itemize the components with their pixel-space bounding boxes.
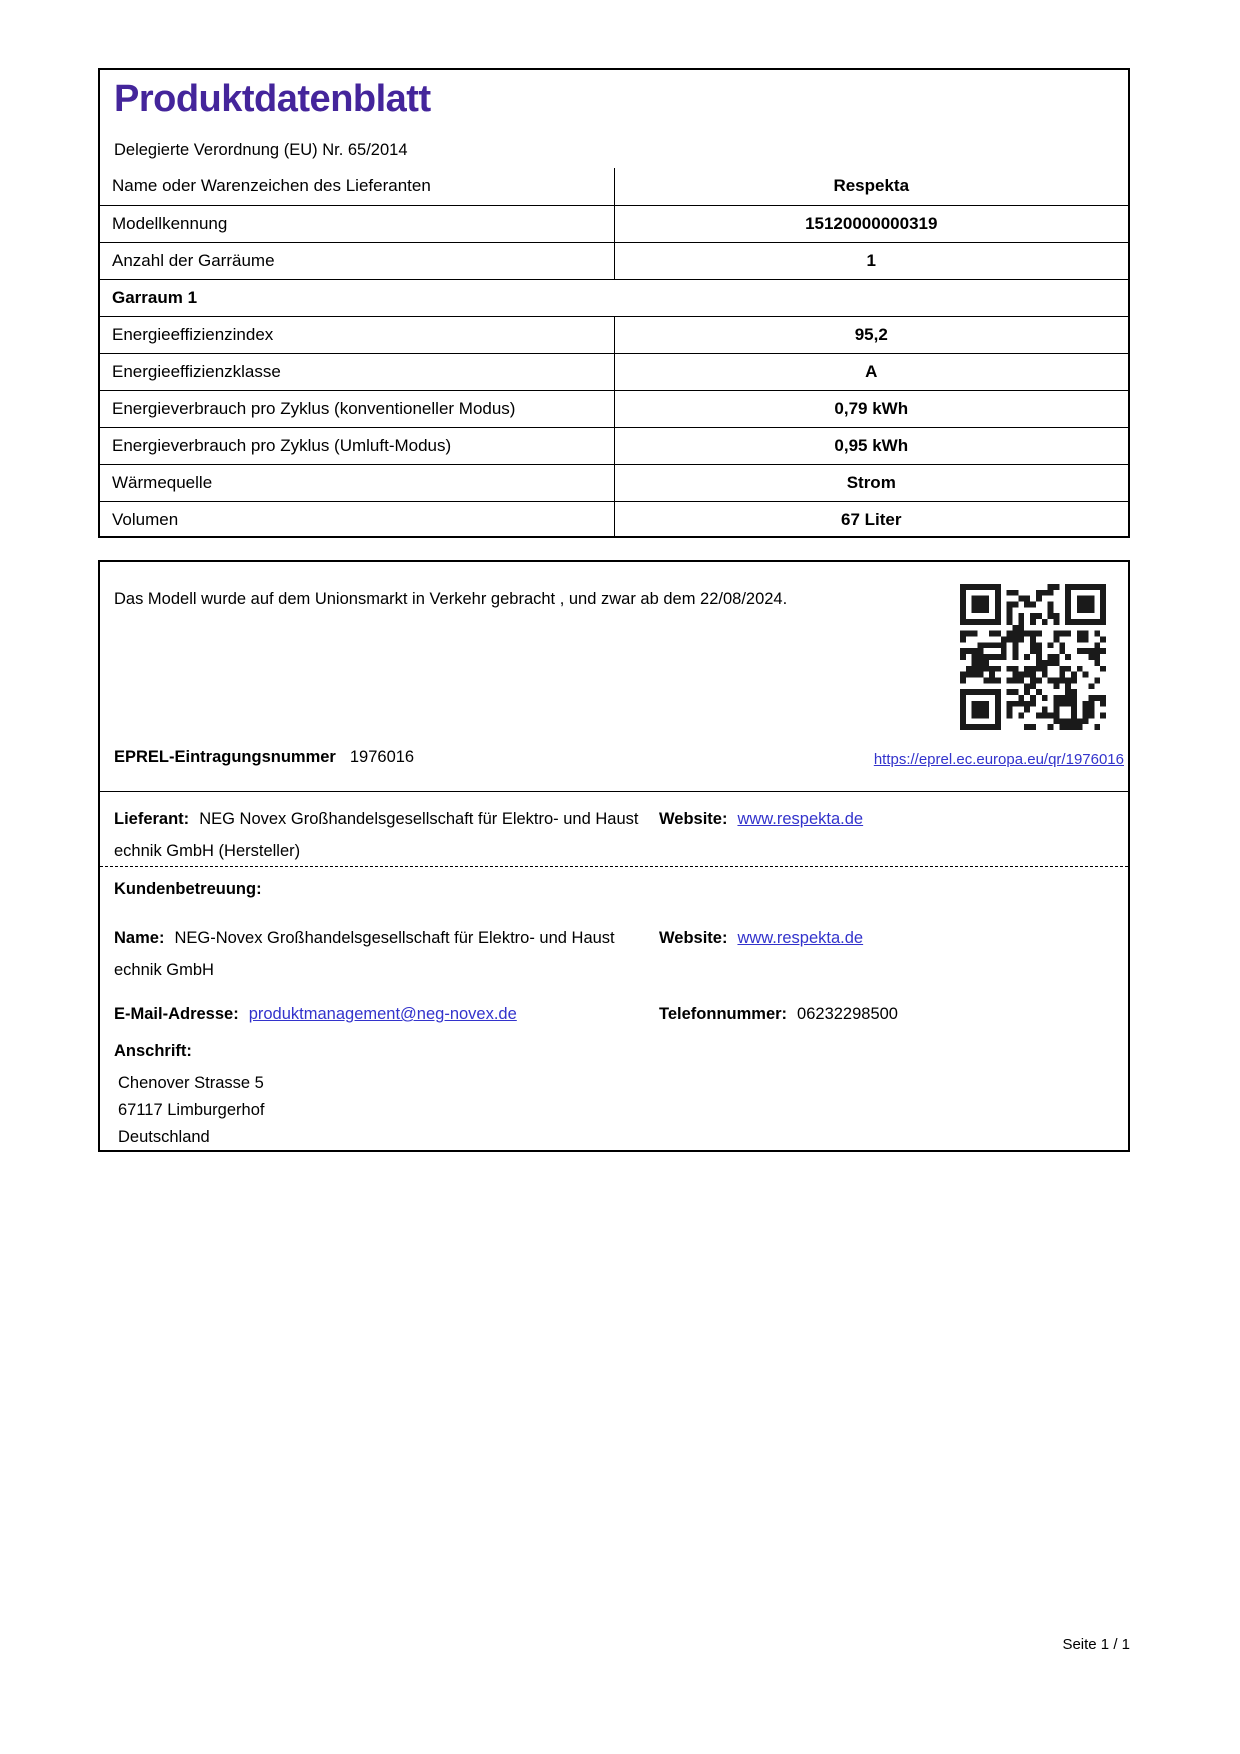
table-row xyxy=(100,464,1128,501)
row-label: Energieverbrauch pro Zyklus (konventioneller Modus) xyxy=(100,390,614,427)
row-value: A xyxy=(614,353,1128,390)
website-label: Website: xyxy=(659,929,728,947)
supplier-name xyxy=(114,803,654,867)
table-row xyxy=(100,168,1128,205)
row-value: 0,95 kWh xyxy=(614,427,1128,464)
address-line: 67117 Limburgerhof xyxy=(118,1101,265,1119)
customer-service-website-link[interactable]: www.respekta.de xyxy=(737,929,864,947)
supplier-row xyxy=(114,803,1114,867)
customer-service-website xyxy=(659,922,863,954)
eprel-label: EPREL-Eintragungsnummer xyxy=(114,748,336,766)
customer-service-name xyxy=(114,922,654,986)
supplier-website-link[interactable]: www.respekta.de xyxy=(737,810,864,828)
qr-code-image xyxy=(960,584,1106,730)
name-label: Name: xyxy=(114,929,165,947)
dashed-divider xyxy=(100,866,1128,867)
datasheet-box xyxy=(98,68,1130,538)
table-row xyxy=(100,242,1128,279)
row-label: Volumen xyxy=(100,501,614,538)
row-value: 0,79 kWh xyxy=(614,390,1128,427)
solid-divider xyxy=(100,791,1128,792)
phone-block xyxy=(659,998,898,1030)
contact-row xyxy=(114,998,1114,1030)
address-line: Chenover Strasse 5 xyxy=(118,1074,264,1092)
eprel-number: 1976016 xyxy=(349,748,415,766)
spec-table xyxy=(100,168,1128,538)
row-label: Energieverbrauch pro Zyklus (Umluft-Modus) xyxy=(100,427,614,464)
row-label: Energieeffizienzklasse xyxy=(100,353,614,390)
address-label: Anschrift: xyxy=(114,1042,192,1060)
row-label: Energieeffizienzindex xyxy=(100,316,614,353)
row-label: Anzahl der Garräume xyxy=(100,242,614,279)
customer-service-name-row xyxy=(114,922,1114,986)
page-indicator: Seite 1 / 1 xyxy=(1062,1636,1130,1653)
row-value: Strom xyxy=(614,464,1128,501)
website-label: Website: xyxy=(659,810,728,828)
email-block xyxy=(114,998,654,1030)
customer-service-name-line1: NEG-Novex Großhandelsgesellschaft für Elektro- und Haust xyxy=(174,929,615,947)
row-label: Modellkennung xyxy=(100,205,614,242)
phone-label: Telefonnummer: xyxy=(659,1005,788,1023)
table-section-row xyxy=(100,279,1128,316)
page-title: Produktdatenblatt xyxy=(114,78,431,120)
row-label: Name oder Warenzeichen des Lieferanten xyxy=(100,168,614,205)
row-value: Respekta xyxy=(614,168,1128,205)
row-value: 1 xyxy=(614,242,1128,279)
supplier-website xyxy=(659,803,863,835)
customer-service-name-line2: echnik GmbH xyxy=(114,961,214,979)
supplier-info-box xyxy=(98,560,1130,1152)
supplier-name-line1: NEG Novex Großhandelsgesellschaft für Elektro- und Haust xyxy=(199,810,639,828)
eprel-link[interactable]: https://eprel.ec.europa.eu/qr/1976016 xyxy=(873,751,1124,768)
email-label: E-Mail-Adresse: xyxy=(114,1005,239,1023)
table-row xyxy=(100,390,1128,427)
table-row xyxy=(100,316,1128,353)
customer-service-heading: Kundenbetreuung: xyxy=(114,880,262,898)
market-statement: Das Modell wurde auf dem Unionsmarkt in Verkehr gebracht , und zwar ab dem 22/08/2024. xyxy=(114,590,788,608)
regulation-subtitle: Delegierte Verordnung (EU) Nr. 65/2014 xyxy=(114,141,408,159)
section-label: Garraum 1 xyxy=(100,279,1128,316)
row-label: Wärmequelle xyxy=(100,464,614,501)
table-row xyxy=(100,501,1128,538)
supplier-name-line2: echnik GmbH (Hersteller) xyxy=(114,842,301,860)
supplier-label: Lieferant: xyxy=(114,810,190,828)
address-lines xyxy=(118,1070,264,1151)
table-row xyxy=(100,353,1128,390)
row-value: 95,2 xyxy=(614,316,1128,353)
eprel-row xyxy=(114,748,1124,767)
table-row xyxy=(100,205,1128,242)
phone-number: 06232298500 xyxy=(797,1005,898,1023)
table-row xyxy=(100,427,1128,464)
row-value: 15120000000319 xyxy=(614,205,1128,242)
email-link[interactable]: produktmanagement@neg-novex.de xyxy=(248,1005,517,1023)
address-line: Deutschland xyxy=(118,1128,210,1146)
row-value: 67 Liter xyxy=(614,501,1128,538)
